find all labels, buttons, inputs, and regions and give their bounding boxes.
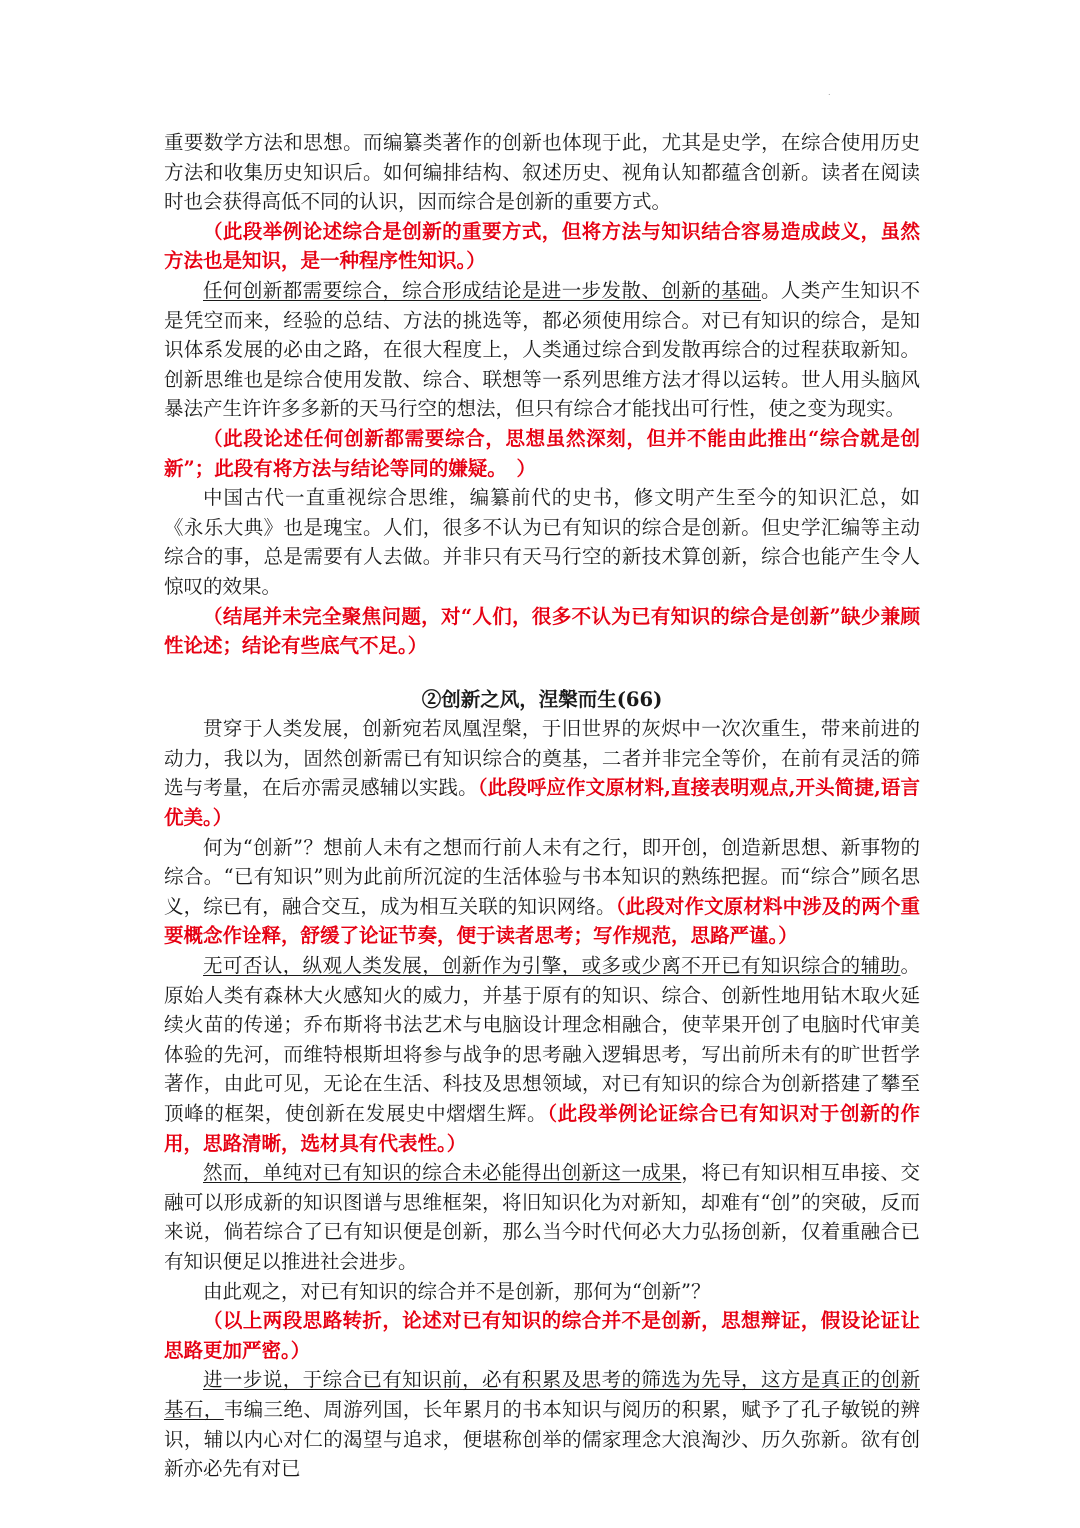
paragraph-2 xyxy=(164,276,920,424)
paragraph-7-body: ，将已有知识相互串接、交融可以形成新的知识图谱与思维框架，将旧知识化为对新知，却难有“创”的突破，反而来说，倘若综合了已有知识便是创新，那么当今时代何必大力弘扬创新，仅着重融合已有知识便足以推进社会进步。 xyxy=(164,1161,920,1273)
paragraph-4 xyxy=(164,714,920,832)
underlined-thesis-4: 进一步说，于综合已有知识前，必有积累及思考的筛选为先导，这方是真正的创新基石， xyxy=(164,1368,920,1421)
paragraph-9 xyxy=(164,1365,920,1483)
paragraph-7 xyxy=(164,1158,920,1276)
page-marker: . xyxy=(828,88,831,97)
paragraph-5 xyxy=(164,833,920,951)
paragraph-6-body: 。原始人类有森林大火感知火的威力，并基于原有的知识、综合、创新性地用钻木取火延续火苗的传递；乔布斯将书法艺术与电脑设计理念相融合，使苹果开创了电脑时代审美体验的先河，而维特根斯坦将参与战争的思考融入逻辑思考，写出前所未有的旷世哲学著作，由此可见，无论在生活、科技及思想领域，对已有知识的综合为创新搭建了攀至顶峰的框架，使创新在发展史中熠熠生辉。 xyxy=(164,954,920,1125)
comment-6: （此段举例论证综合已有知识对于创新的作用，思路清晰，选材具有代表性。） xyxy=(164,1102,920,1155)
comment-1: （此段举例论述综合是创新的重要方式，但将方法与知识结合容易造成歧义，虽然方法也是知识，是一种程序性知识。） xyxy=(164,219,920,273)
paragraph-4-body: 贯穿于人类发展，创新宛若凤凰涅槃，于旧世界的灰烬中一次次重生，带来前进的动力，我以为，固然创新需已有知识综合的奠基，二者并非完全等价，在前有灵活的筛选与考量，在后亦需灵感辅以实践。 xyxy=(164,717,920,800)
paragraph-1: 重要数学方法和思想。而编纂类著作的创新也体现于此，尤其是史学，在综合使用历史方法和收集历史知识后。如何编排结构、叙述历史、视角认知都蕴含创新。读者在阅读时也会获得高低不同的认识，因而综合是创新的重要方式。 xyxy=(164,131,920,214)
comment-4: （此段呼应作文原材料,直接表明观点,开头简捷,语言优美。） xyxy=(164,776,920,830)
underlined-thesis-3: 然而，单纯对已有知识的综合未必能得出创新这一成果 xyxy=(203,1161,682,1185)
essay-content xyxy=(164,128,920,1484)
paragraph-5-body: 何为“创新”？想前人未有之想而行前人未有之行，即开创，创造新思想、新事物的综合。“已有知识”则为此前所沉淀的生活体验与书本知识的熟练把握。而“综合”顾名思义，综已有，融合交互，成为相互关联的知识网络。 xyxy=(164,835,920,918)
underlined-thesis-1: 任何创新都需要综合，综合形成结论是进一步发散、创新的基础 xyxy=(203,278,761,302)
comment-3: （结尾并未完全聚焦问题，对“人们，很多不认为已有知识的综合是创新”缺少兼顾性论述；结论有些底气不足。） xyxy=(164,604,920,658)
essay-title: ②创新之风，涅槃而生(66) xyxy=(421,687,663,711)
comment-5: （此段对作文原材料中涉及的两个重要概念作诠释，舒缓了论证节奏，便于读者思考；写作规范，思路严谨。） xyxy=(164,894,920,948)
paragraph-8: 由此观之，对已有知识的综合并不是创新，那何为“创新”？ xyxy=(203,1279,711,1303)
paragraph-6 xyxy=(164,951,920,1158)
paragraph-9-body: 韦编三绝、周游列国，长年累月的书本知识与阅历的积累，赋予了孔子敏锐的辨识，辅以内心对仁的渴望与追求，便堪称创举的儒家理念大浪淘沙、历久弥新。欲有创新亦必先有对已 xyxy=(164,1397,920,1481)
underlined-thesis-2: 无可否认，纵观人类发展，创新作为引擎，或多或少离不开已有知识综合的辅助 xyxy=(203,954,901,978)
paragraph-3: 中国古代一直重视综合思维，编纂前代的史书，修文明产生至今的知识汇总，如《永乐大典》也是瑰宝。人们，很多不认为已有知识的综合是创新。但史学汇编等主动综合的事，总是需要有人去做。并非只有天马行空的新技术算创新，综合也能产生令人惊叹的效果。 xyxy=(164,486,920,598)
comment-7: （以上两段思路转折，论述对已有知识的综合并不是创新，思想辩证，假设论证让思路更加严密。） xyxy=(164,1309,920,1362)
comment-2: （此段论述任何创新都需要综合，思想虽然深刻，但并不能由此推出“综合就是创新”；此段有将方法与结论等同的嫌疑。 ） xyxy=(164,426,920,480)
paragraph-2-body: 。人类产生知识不是凭空而来，经验的总结、方法的挑选等，都必须使用综合。对已有知识的综合，是知识体系发展的必由之路，在很大程度上，人类通过综合到发散再综合的过程获取新知。创新思维也是综合使用发散、综合、联想等一系列思维方法才得以运转。世人用头脑风暴法产生许许多多新的天马行空的想法，但只有综合才能找出可行性，使之变为现实。 xyxy=(164,278,920,421)
